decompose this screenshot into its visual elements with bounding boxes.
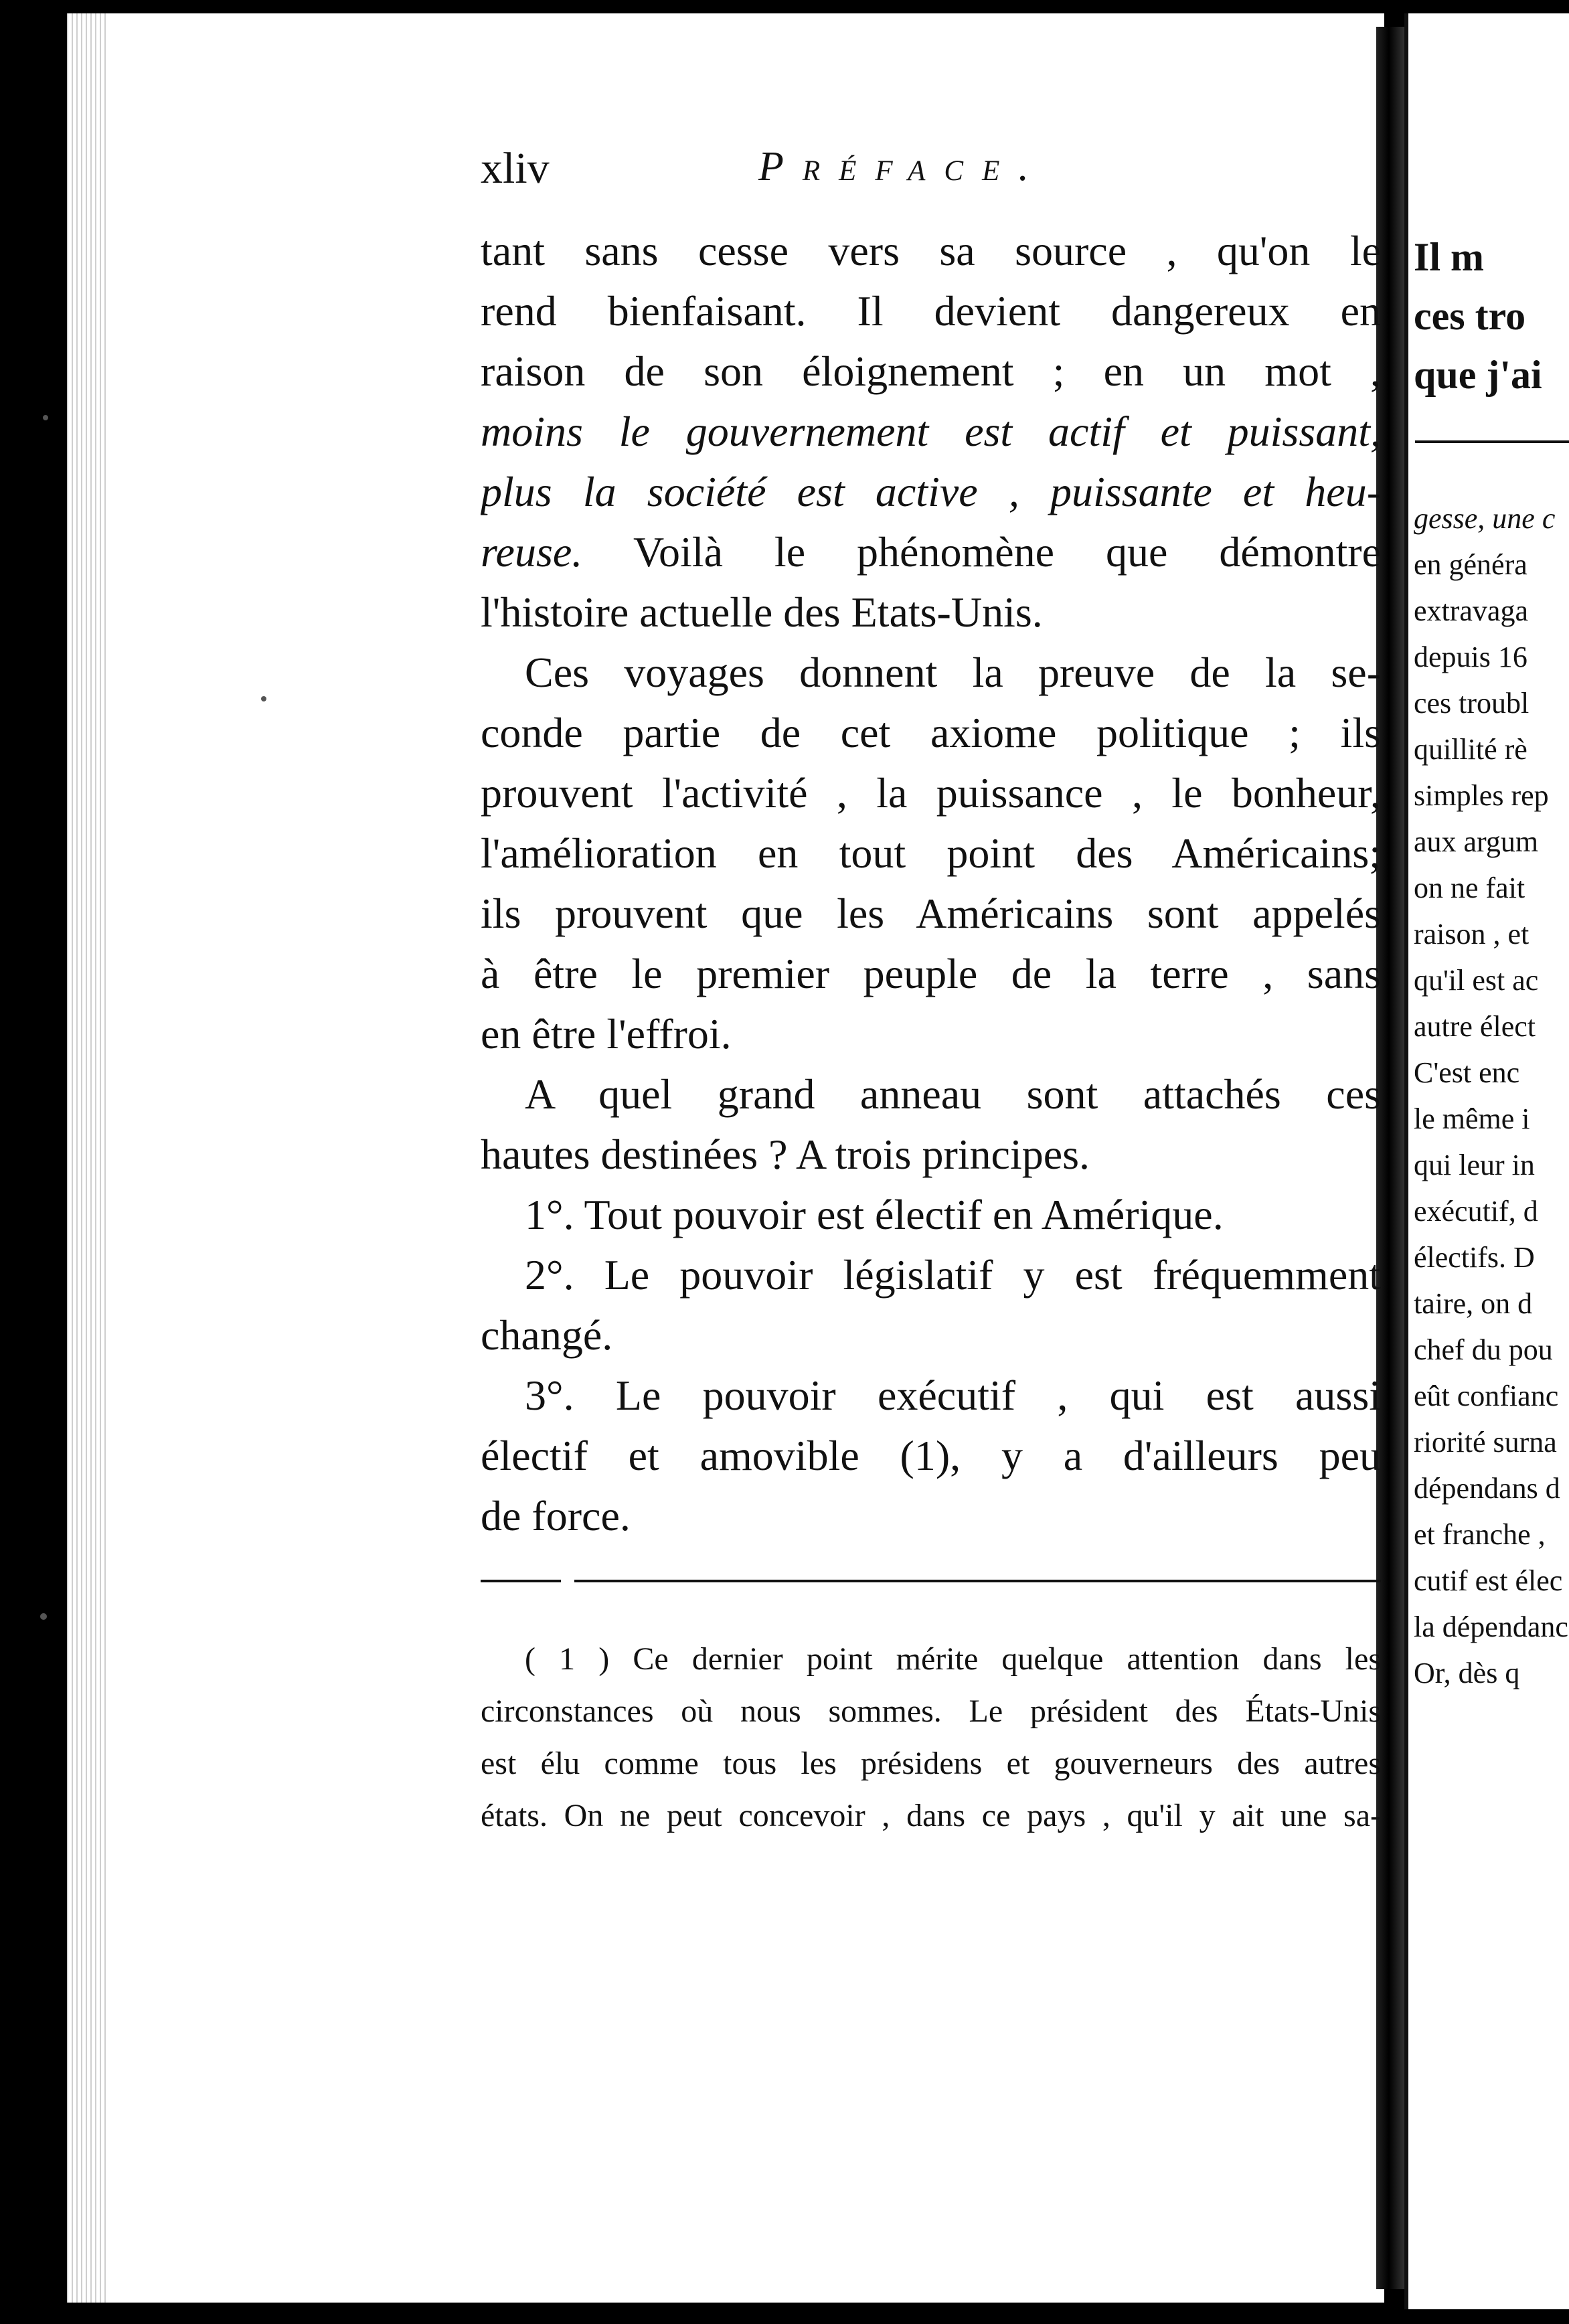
text-line: Ces voyages donnent la preuve de la se- [525, 649, 1381, 696]
running-title: Préface. [758, 144, 1048, 189]
text-line: électif et amovible (1), y a d'ailleurs peu [481, 1432, 1381, 1479]
running-header [481, 143, 1418, 203]
right-page-line: autre élect [1414, 1010, 1536, 1043]
text-line: moins le gouvernement est actif et puissant, [481, 408, 1381, 455]
footnote-line: est élu comme tous les présidens et gouverneurs des autres [481, 1746, 1381, 1781]
text-line: A quel grand anneau sont attachés ces [525, 1070, 1381, 1118]
right-page-line: aux argum [1414, 825, 1539, 858]
text-line: rend bienfaisant. Il devient dangereux en [481, 287, 1381, 335]
page-edge-stack [67, 13, 107, 2303]
right-page-line: ces tro [1414, 294, 1526, 338]
text-line: hautes destinées ? A trois principes. [481, 1131, 1090, 1178]
right-page-line: Or, dès q [1414, 1657, 1520, 1689]
paragraph [481, 1365, 1381, 1546]
right-page-line: qui leur in [1414, 1149, 1535, 1181]
text-line: tant sans cesse vers sa source , qu'on le [481, 227, 1381, 274]
paragraph [481, 643, 1381, 1064]
footnote-line: ( 1 ) Ce dernier point mérite quelque attention dans les [525, 1641, 1381, 1677]
right-page-line: la dépendanc [1414, 1610, 1568, 1643]
right-page-line: ces troubl [1414, 687, 1530, 720]
paragraph [481, 1245, 1381, 1365]
right-page-line: Il m [1414, 235, 1484, 279]
right-page-line: on ne fait [1414, 872, 1525, 904]
footnote [481, 1633, 1381, 1842]
footnote-line: états. On ne peut concevoir , dans ce pays , qu'il y ait une sa- [481, 1798, 1381, 1833]
footnote-separator [481, 1580, 1381, 1584]
text-line: l'amélioration en tout point des Américains; [481, 829, 1381, 877]
page-number: xliv [481, 144, 550, 193]
text-line: reuse. Voilà le phénomène que démontre [481, 528, 1381, 576]
right-page-fragment [1404, 13, 1569, 2309]
scan-speck [43, 415, 48, 420]
right-page-line: en généra [1414, 548, 1527, 581]
right-page-line: quillité rè [1414, 733, 1527, 766]
text-line: de force. [481, 1492, 631, 1540]
right-page-line: électifs. D [1414, 1241, 1535, 1274]
text-line: prouvent l'activité , la puissance , le bonheur, [481, 769, 1381, 817]
right-page-line: extravaga [1414, 594, 1528, 627]
text-line: à être le premier peuple de la terre , sans [481, 950, 1381, 997]
right-page-line: exécutif, d [1414, 1195, 1538, 1228]
right-page-large-lines [1408, 228, 1569, 404]
right-page-small-lines [1408, 495, 1569, 1696]
scan-speck [40, 1613, 47, 1620]
right-page-line: taire, on d [1414, 1287, 1533, 1320]
right-page-rule [1415, 440, 1569, 443]
right-page-line: C'est enc [1414, 1056, 1520, 1089]
right-page-line: et franche , [1414, 1518, 1546, 1551]
text-line: raison de son éloignement ; en un mot , [481, 347, 1381, 395]
right-page-line: raison , et [1414, 918, 1530, 950]
paragraph [481, 221, 1381, 643]
right-page-rule-wrap [1408, 422, 1569, 458]
footnote-line: circonstances où nous sommes. Le président des États-Unis [481, 1693, 1381, 1729]
text-line: 3°. Le pouvoir exécutif , qui est aussi [525, 1372, 1381, 1419]
right-page-line: simples rep [1414, 779, 1549, 812]
paragraph [481, 1064, 1381, 1185]
body-text [481, 221, 1381, 1546]
right-page-line: eût confianc [1414, 1380, 1559, 1412]
text-line: 2°. Le pouvoir législatif y est fréquemment [525, 1251, 1381, 1299]
text-line: conde partie de cet axiome politique ; ils [481, 709, 1381, 756]
right-page-line: depuis 16 [1414, 641, 1527, 673]
text-line: changé. [481, 1311, 613, 1359]
text-line: en être l'effroi. [481, 1010, 732, 1058]
text-line: 1°. Tout pouvoir est électif en Amérique. [525, 1191, 1224, 1238]
text-line: l'histoire actuelle des Etats-Unis. [481, 588, 1043, 636]
right-page-line: chef du pou [1414, 1333, 1553, 1366]
scan-speck [261, 696, 266, 701]
paragraph [481, 1185, 1381, 1245]
text-line: ils prouvent que les Américains sont appelés [481, 890, 1381, 937]
right-page-line: riorité surna [1414, 1426, 1557, 1459]
right-page-line: le même i [1414, 1102, 1530, 1135]
right-page-line: dépendans d [1414, 1472, 1560, 1505]
right-page-line: cutif est élec [1414, 1564, 1563, 1597]
right-page-line: gesse, une c [1414, 502, 1556, 535]
right-page-line: qu'il est ac [1414, 964, 1539, 997]
text-line: plus la société est active , puissante et heu- [481, 468, 1381, 515]
right-page-line: que j'ai [1414, 353, 1542, 397]
